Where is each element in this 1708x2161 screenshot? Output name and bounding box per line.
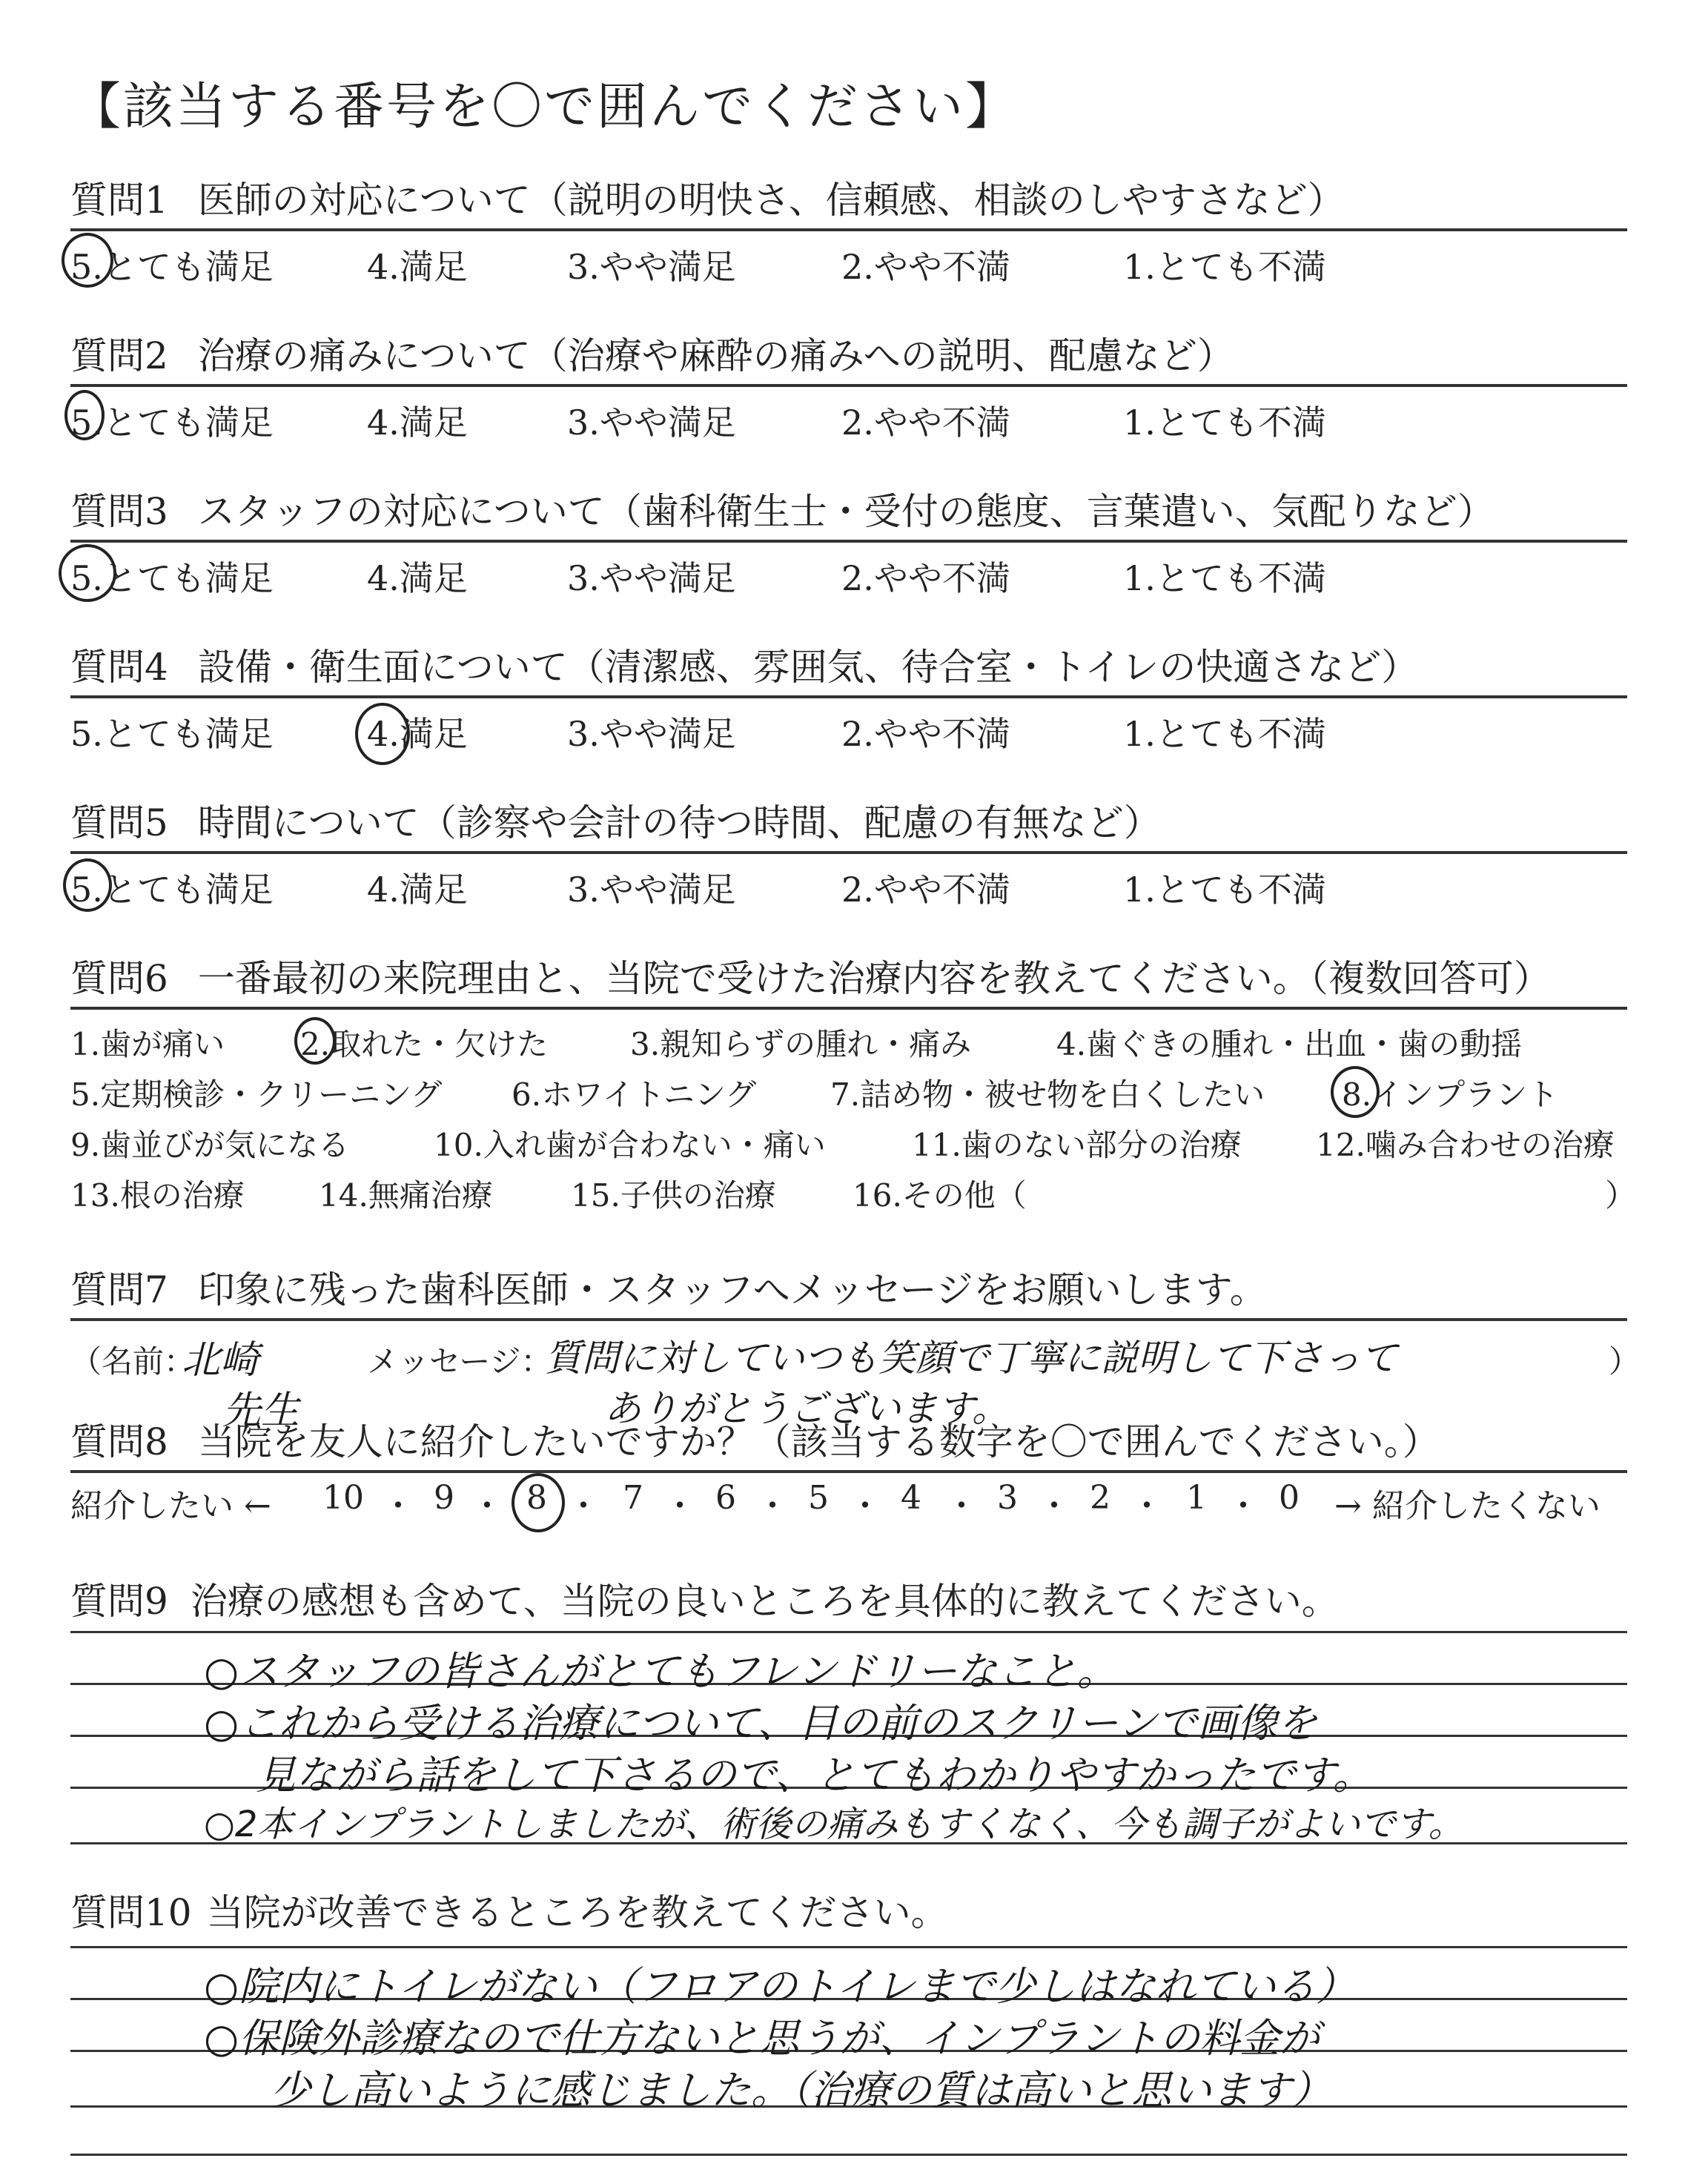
option-2[interactable]: 2.やや不満 [841, 247, 1010, 287]
question-2 [70, 326, 1627, 446]
question-number: 質問8 [70, 1420, 168, 1463]
treatment-option[interactable]: 3.親知らずの腫れ・痛み [630, 1026, 972, 1062]
option-4[interactable]: 4.満足 [367, 714, 468, 754]
rating-options [70, 698, 1627, 758]
option-2[interactable]: 2.やや不満 [841, 558, 1010, 598]
question-text: 設備・衛生面について（清潔感、雰囲気、待合室・トイレの快適さなど） [197, 646, 1419, 689]
question-number: 質問3 [70, 490, 168, 533]
question-number: 質問9 [70, 1580, 168, 1623]
treatment-option[interactable]: 2.取れた・欠けた [300, 1026, 549, 1062]
question-7 [70, 1260, 1641, 1433]
question-3 [70, 482, 1627, 602]
selected-circle [512, 1473, 565, 1532]
message-value[interactable]: ありがとうございます。 [604, 1387, 1009, 1430]
treatment-option[interactable]: 5.定期検診・クリーニング [70, 1076, 443, 1113]
option-1[interactable]: 1.とても不満 [1123, 403, 1326, 443]
answer-lines-q9 [70, 1624, 1627, 1846]
treatment-option[interactable]: 8.インプラント [1342, 1076, 1559, 1113]
option-4[interactable]: 4.満足 [367, 870, 468, 910]
message-close: ） [1609, 1343, 1641, 1380]
answer-line[interactable]: 見ながら話をして下さるので、とてもわかりやすかったです。 [256, 1752, 1373, 1798]
scale-value[interactable]: 6 [715, 1479, 736, 1517]
option-5[interactable]: 5.とても満足 [70, 247, 274, 287]
answer-line[interactable]: ○院内にトイレがない（フロアのトイレまで少しはなれている） [204, 1963, 1356, 2010]
scale-value[interactable]: 5 [808, 1479, 829, 1517]
question-3-heading [70, 482, 1627, 543]
question-8-heading [70, 1412, 1627, 1473]
question-number: 質問10 [70, 1891, 192, 1934]
question-9 [70, 1572, 1627, 1625]
option-5[interactable]: 5.とても満足 [70, 403, 274, 443]
treatment-option[interactable]: 4.歯ぐきの腫れ・出血・歯の動揺 [1056, 1026, 1523, 1062]
option-3[interactable]: 3.やや満足 [567, 870, 736, 910]
option-3[interactable]: 3.やや満足 [567, 558, 736, 598]
selected-circle [1331, 1066, 1380, 1118]
treatment-option[interactable]: 11.歯のない部分の治療 [912, 1127, 1242, 1163]
question-1 [70, 171, 1627, 291]
question-text: スタッフの対応について（歯科衛生士・受付の態度、言葉遣い、気配りなど） [197, 490, 1494, 533]
answer-line[interactable]: ○これから受ける治療について、目の前のスクリーンで画像を [204, 1700, 1317, 1747]
option-4[interactable]: 4.満足 [367, 403, 468, 443]
scale-value[interactable]: 0 [1279, 1479, 1300, 1517]
question-text: 一番最初の来院理由と、当院で受けた治療内容を教えてください。（複数回答可） [197, 957, 1551, 1000]
question-1-heading [70, 171, 1627, 231]
question-7-heading [70, 1260, 1627, 1321]
question-4-heading [70, 638, 1627, 698]
option-1[interactable]: 1.とても不満 [1123, 870, 1326, 910]
question-6-heading [70, 949, 1627, 1010]
question-number: 質問5 [70, 801, 168, 844]
treatment-option[interactable]: 15.子供の治療 [571, 1177, 776, 1214]
question-5 [70, 793, 1627, 913]
treatment-option[interactable]: 12.噛み合わせの治療 [1316, 1127, 1615, 1163]
option-5[interactable]: 5.とても満足 [70, 558, 274, 598]
treatment-option[interactable]: 16.その他（ [853, 1177, 1027, 1214]
question-8 [70, 1412, 1627, 1473]
selected-circle [63, 858, 112, 912]
answer-line[interactable]: ○2本インプラントしましたが、術後の痛みもすくなく、今も調子がよいです。 [204, 1804, 1464, 1845]
name-value[interactable]: 先生 [222, 1389, 300, 1433]
question-text: 治療の感想も含めて、当院の良いところを具体的に教えてください。 [190, 1580, 1339, 1623]
answer-line[interactable]: ○スタッフの皆さんがとてもフレンドリーなこと。 [204, 1648, 1117, 1695]
treatment-option[interactable]: 6.ホワイトニング [512, 1076, 757, 1113]
option-2[interactable]: 2.やや不満 [841, 403, 1010, 443]
question-5-heading [70, 793, 1627, 854]
question-text: 治療の痛みについて（治療や麻酔の痛みへの説明、配慮など） [197, 334, 1234, 377]
question-10-heading [70, 1883, 1627, 1936]
option-2[interactable]: 2.やや不満 [841, 870, 1010, 910]
option-3[interactable]: 3.やや満足 [567, 714, 736, 754]
answer-line[interactable]: ○保険外診療なので仕方ないと思うが、インプラントの料金が [204, 2015, 1320, 2062]
treatment-option[interactable]: 14.無痛治療 [319, 1177, 493, 1214]
selected-circle [64, 390, 105, 440]
treatment-option[interactable]: 13.根の治療 [70, 1177, 245, 1214]
question-4 [70, 638, 1627, 758]
treatment-options [70, 1010, 1637, 1217]
name-label: （名前： [70, 1343, 196, 1380]
scale-value[interactable]: 7 [623, 1479, 643, 1517]
question-number: 質問4 [70, 646, 168, 689]
question-9-heading [70, 1572, 1627, 1625]
rating-options [70, 854, 1627, 913]
message-value[interactable]: 質問に対していつも笑顔で丁寧に説明して下さって [545, 1337, 1397, 1380]
option-1[interactable]: 1.とても不満 [1123, 558, 1326, 598]
option-3[interactable]: 3.やや満足 [567, 247, 736, 287]
selected-circle [355, 703, 410, 765]
question-2-heading [70, 326, 1627, 387]
question-text: 印象に残った歯科医師・スタッフへメッセージをお願いします。 [197, 1268, 1267, 1311]
answer-line[interactable]: 少し高いように感じました。（治療の質は高いと思います） [271, 2067, 1331, 2114]
question-text: 時間について（診察や会計の待つ時間、配慮の有無など） [197, 801, 1161, 844]
scale-value[interactable]: 9 [434, 1479, 454, 1517]
message-label: メッセージ： [367, 1343, 552, 1380]
scale-value[interactable]: 2 [1090, 1479, 1110, 1517]
option-1[interactable]: 1.とても不満 [1123, 714, 1326, 754]
name-value[interactable]: 北崎 [182, 1338, 259, 1383]
scale-value[interactable]: 3 [997, 1479, 1018, 1517]
option-3[interactable]: 3.やや満足 [567, 403, 736, 443]
scale-value[interactable]: 1 [1186, 1479, 1207, 1517]
question-text: 当院が改善できるところを教えてください。 [206, 1891, 948, 1934]
scale-value[interactable]: 10 [322, 1479, 364, 1517]
rating-options [70, 387, 1627, 446]
rating-options [70, 543, 1627, 602]
option-4[interactable]: 4.満足 [367, 247, 468, 287]
option-1[interactable]: 1.とても不満 [1123, 247, 1326, 287]
scale-right-label: → 紹介したくない [1334, 1487, 1601, 1525]
question-text: 当院を友人に紹介したいですか？（該当する数字を〇で囲んでください。） [197, 1420, 1440, 1463]
treatment-option-close: ） [1605, 1177, 1637, 1214]
treatment-option[interactable]: 9.歯並びが気になる [70, 1127, 350, 1163]
option-4[interactable]: 4.満足 [367, 558, 468, 598]
selected-circle [62, 233, 113, 288]
question-10 [70, 1883, 1627, 1936]
question-number: 質問6 [70, 957, 168, 1000]
scale-value[interactable]: 8 [526, 1479, 547, 1517]
option-5[interactable]: 5.とても満足 [70, 714, 274, 754]
scale-value[interactable]: 4 [901, 1479, 921, 1517]
scale-left-label: 紹介したい ← [70, 1487, 271, 1525]
question-number: 質問7 [70, 1268, 168, 1311]
page-title: 【該当する番号を〇で囲んでください】 [70, 78, 1019, 136]
question-number: 質問1 [70, 179, 168, 222]
question-text: 医師の対応について（説明の明快さ、信頼感、相談のしやすさなど） [197, 179, 1345, 222]
question-number: 質問2 [70, 334, 168, 377]
treatment-option[interactable]: 10.入れ歯が合わない・痛い [434, 1127, 826, 1163]
option-5[interactable]: 5.とても満足 [70, 870, 274, 910]
answer-lines-q10 [70, 1939, 1627, 2161]
treatment-option[interactable]: 1.歯が痛い [70, 1026, 225, 1062]
question-6 [70, 949, 1637, 1217]
selected-circle [294, 1017, 336, 1065]
rating-options [70, 231, 1627, 291]
selected-circle [59, 544, 116, 602]
referral-scale: 紹介したい ← 10 ・ 9 ・ 8 ・ 7 ・ 6 ・ 5 ・ 4 ・ 3 ・ 2 ・ 1 ・ 0 → 紹介したくない [70, 1479, 1627, 1531]
option-2[interactable]: 2.やや不満 [841, 714, 1010, 754]
treatment-option[interactable]: 7.詰め物・被せ物を白くしたい [830, 1076, 1265, 1113]
